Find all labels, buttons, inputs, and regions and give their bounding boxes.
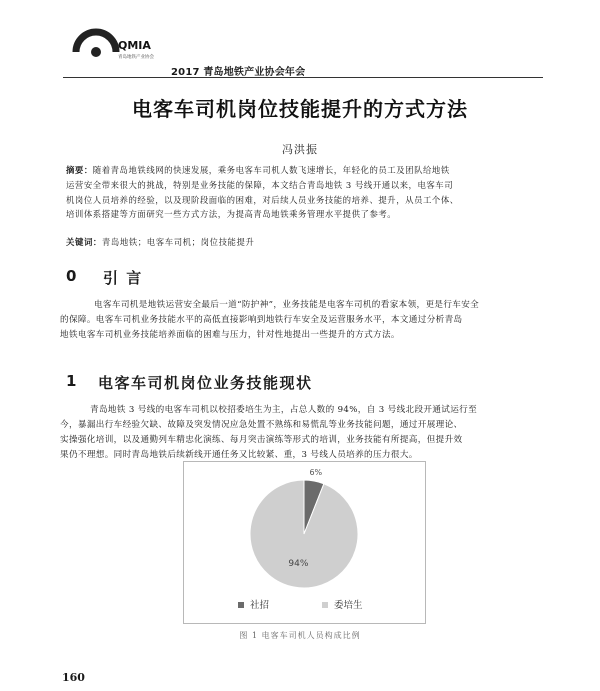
- page-number: 160: [62, 671, 85, 684]
- section-0-heading: 引 言: [103, 269, 143, 287]
- paragraph-line: 实操强化培训，以及通勤列车精忠化演练、每月突击演练等形式的培训，业务技能有所提高，但提升效: [60, 435, 463, 445]
- abstract-label: 摘要：: [66, 165, 93, 175]
- legend-swatch-sponsored-trainee: [322, 602, 328, 608]
- section-0-paragraph: [60, 298, 544, 313]
- author-name: 冯洪振: [282, 143, 318, 156]
- abstract: [66, 163, 540, 222]
- section-1-paragraph-cont: [60, 418, 544, 463]
- abstract-line: 运营安全带来很大的挑战，特别是业务技能的保障，本文结合青岛地铁 3 号线开通以来，电客车司: [66, 179, 454, 190]
- keywords-list: 青岛地铁；电客车司机；岗位技能提升: [101, 237, 255, 247]
- section-1-paragraph: [60, 403, 544, 418]
- paragraph-line: 青岛地铁 3 号线的电客车司机以校招委培生为主，占总人数的 94%，自 3 号线北段开通试运行至: [90, 405, 478, 415]
- pie-data-label-social-recruit: 6%: [309, 468, 323, 478]
- qmia-logo: [70, 22, 190, 62]
- abstract-line: 培训体系搭建等方面研究一些方式方法，为提高青岛地铁乘务管理水平提供了参考。: [66, 209, 397, 220]
- abstract-line: 摘要：随着青岛地铁线网的快速发展，乘务电客车司机人数飞速增长，年轻化的员工及团队给地铁: [66, 165, 450, 175]
- logo-abbrev: QMIA: [118, 39, 151, 52]
- section-0-paragraph-cont: [60, 313, 544, 343]
- keywords: [66, 236, 254, 248]
- section-1-heading: 电客车司机岗位业务技能现状: [98, 374, 313, 392]
- keywords-label: 关键词：: [66, 237, 102, 247]
- figure-1-frame: [183, 461, 426, 624]
- figure-1-caption: 图 1 电客车司机人员构成比例: [239, 631, 361, 640]
- abstract-line: 机岗位人员培养的经验，以及现阶段面临的困难，对后续人员业务技能的培养、提升，从员工个体、: [66, 194, 459, 205]
- pie-data-label-sponsored-trainee: 94%: [288, 559, 309, 570]
- section-0-number: 0: [66, 267, 77, 285]
- pie-chart: [184, 462, 425, 623]
- legend-label-sponsored-trainee: 委培生: [334, 600, 363, 611]
- logo-subtitle: 青岛地铁产业协会: [118, 55, 154, 60]
- paragraph-line: 果仍不理想。同时青岛地铁后续新线开通任务又比较紧、重，3 号线人员培养的压力很大。: [60, 450, 418, 460]
- paper-title: 电客车司机岗位技能提升的方式方法: [132, 97, 468, 121]
- legend-swatch-social-recruit: [238, 602, 244, 608]
- section-1-number: 1: [66, 372, 77, 390]
- journal-header-title: 2017 青岛地铁产业协会年会: [171, 67, 306, 78]
- paragraph-line: 的保障。电客车司机业务技能水平的高低直接影响到地铁行车安全及运营服务水平，本文通过分析青岛: [60, 315, 463, 325]
- paragraph-line: 今，暴漏出行车经验欠缺、故障及突发情况应急处置不熟练和易慌乱等业务技能问题，通过开展理论、: [60, 420, 463, 430]
- legend-label-social-recruit: 社招: [250, 600, 270, 611]
- paragraph-line: 电客车司机是地铁运营安全最后一道“防护神”，业务技能是电客车司机的看家本领，更是行车安全: [94, 300, 480, 310]
- header-divider: [63, 77, 543, 78]
- pie-slice-sponsored-trainee: [250, 480, 358, 588]
- paragraph-line: 地铁电客车司机业务技能培养面临的困难与压力，针对性地提出一些提升的方式方法。: [60, 330, 400, 340]
